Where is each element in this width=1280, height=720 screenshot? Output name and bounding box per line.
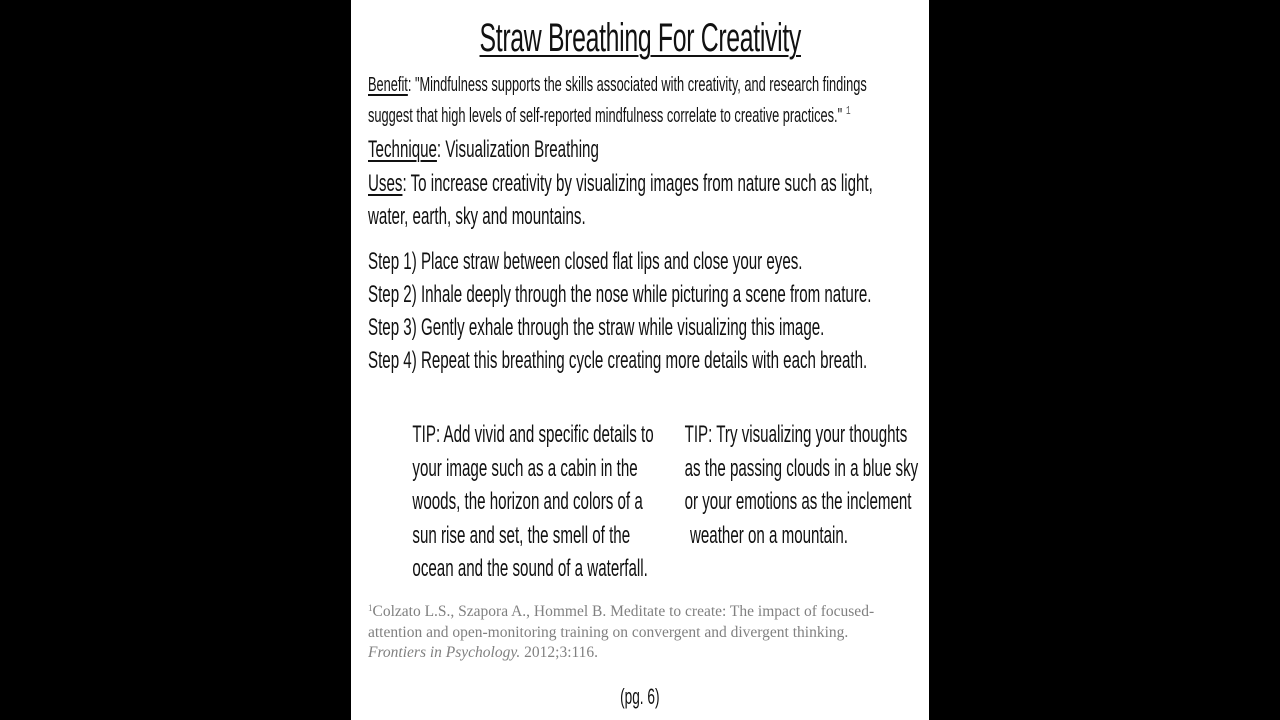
footnote-journal: Frontiers in Psychology.: [368, 644, 521, 661]
footnote-reference: 1: [845, 104, 851, 118]
step-1-text: Step 1) Place straw between closed flat lips and close your eyes.: [368, 248, 803, 275]
step-3: [368, 314, 1092, 342]
footnote-text-end: 2012;3:116.: [520, 644, 599, 661]
tip-right-line-1: TIP: Try visualizing your thoughts: [684, 421, 908, 448]
footnote-text: Colzato L.S., Szapora A., Hommel B. Meditate to create: The impact of focused-attention and open-monitoring training on convergent and divergent thinking.: [368, 603, 875, 641]
technique-label: Technique: [368, 136, 437, 163]
step-1: [368, 248, 1058, 276]
tip-right-line-3: or your emotions as the inclement: [684, 488, 912, 515]
benefit-line-2: [368, 104, 1122, 128]
step-4-text: Step 4) Repeat this breathing cycle creating more details with each breath.: [368, 347, 868, 374]
tip-left: [361, 418, 654, 586]
uses-text-1: : To increase creativity by visualizing images from nature such as light,: [402, 170, 873, 197]
benefit-text-2: suggest that high levels of self-reported mindfulness correlate to creative practices.": [368, 105, 843, 127]
tip-right-line-4: weather on a mountain.: [689, 521, 849, 549]
benefit-line-1: [368, 74, 1147, 97]
step-3-text: Step 3) Gently exhale through the straw while visualizing this image.: [368, 314, 825, 341]
step-4: [368, 347, 1160, 375]
uses-label: Uses: [368, 170, 403, 197]
technique-value: : Visualization Breathing: [436, 136, 599, 163]
step-2: [368, 281, 1167, 309]
tip-left-line-3: woods, the horizon and colors of a: [412, 488, 643, 515]
page-number-container: [351, 684, 929, 710]
tip-left-line-2: your image such as a cabin in the: [412, 454, 638, 482]
page-number: (pg. 6): [620, 684, 660, 709]
benefit-text-1: : "Mindfulness supports the skills associated with creativity, and research findings: [407, 74, 867, 96]
footnote-marker: 1: [368, 603, 373, 613]
tip-left-line-4: sun rise and set, the smell of the: [412, 521, 631, 549]
technique-line: [368, 136, 734, 164]
page-title: Straw Breathing For Creativity: [479, 16, 801, 60]
tip-right-line-2: as the passing clouds in a blue sky: [684, 454, 919, 482]
uses-line-2: [368, 203, 714, 231]
step-2-text: Step 2) Inhale deeply through the nose while picturing a scene from nature.: [368, 281, 872, 308]
footnote-citation: [368, 598, 888, 664]
benefit-label: Benefit: [368, 74, 408, 96]
uses-text-2: water, earth, sky and mountains.: [368, 203, 586, 230]
tip-left-line-1: TIP: Add vivid and specific details to: [412, 421, 654, 448]
tip-right: [635, 418, 919, 552]
title-container: [351, 14, 929, 62]
uses-line-1: [368, 170, 1169, 198]
document-page: [351, 0, 929, 720]
tip-left-line-5: ocean and the sound of a waterfall.: [412, 555, 648, 582]
